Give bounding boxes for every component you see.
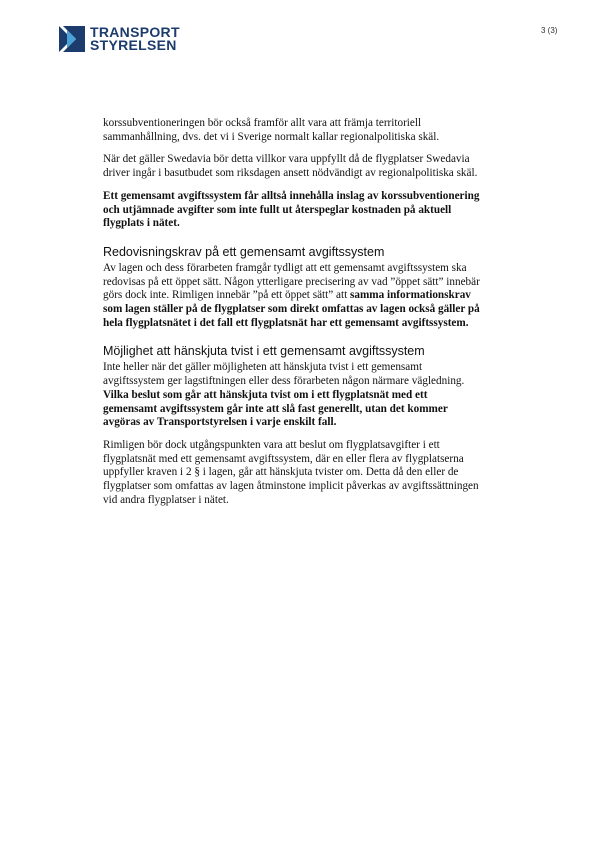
- logo-mark-icon: [59, 26, 85, 52]
- document-body: [103, 117, 483, 516]
- transportstyrelsen-logo: [59, 26, 180, 52]
- paragraph-1: korssubventioneringen bör också framför allt vara att främja territoriell sammanhållning, dvs. det vi i Sverige normalt kallar regionalpolitiska skäl.: [103, 117, 440, 143]
- paragraph-5-bold: Vilka beslut som går att hänskjuta tvist om i ett flygplatsnät med ett gemensamt avgiftssystem går inte att slå fast generellt, utan det kommer avgöras av Transportstyrelsen i varje enskilt fall.: [103, 388, 448, 429]
- paragraph-4-normal: Av lagen och dess förarbeten framgår tydligt att ett gemensamt avgiftssystem ska redovisas på ett öppet sätt. Någon ytterligare precisering av vad ”öppet sätt” innebär görs dock inte. Rimligen innebär ”på ett öppet sätt” att: [103, 261, 480, 302]
- paragraph-5-normal: Inte heller när det gäller möjligheten att hänskjuta tvist i ett gemensamt avgiftssystem ger lagstiftningen eller dess förarbeten någon närmare vägledning.: [103, 361, 465, 388]
- logo-line-1: TRANSPORT: [90, 24, 180, 40]
- paragraph-6: Rimligen bör dock utgångspunkten vara att beslut om flygplatsavgifter i ett flygplatsnät med ett gemensamt avgiftssystem, där en eller flera av flygplatserna uppfyller kraven i 2 § i lagen, går att hänskjuta tvister om. Detta då den eller de flygplatser som omfattas av lagen åtminstone implicit påverkas av avgiftssättningen vid andra flygplatser i nätet.: [103, 438, 479, 506]
- logo-text: [90, 26, 180, 52]
- page-number: 3 (3): [541, 26, 558, 35]
- heading-redovisningskrav: Redovisningskrav på ett gemensamt avgiftssystem: [103, 244, 385, 259]
- paragraph-4-bold: samma informationskrav som lagen ställer på de flygplatser som direkt omfattas av lagen också gäller på hela flygplatsnätet i det fall ett flygplatsnät har ett gemensamt avgiftssystem.: [103, 289, 480, 329]
- heading-tvist: Möjlighet att hänskjuta tvist i ett gemensamt avgiftssystem: [103, 344, 425, 359]
- logo-line-2: STYRELSEN: [90, 37, 177, 53]
- paragraph-2: När det gäller Swedavia bör detta villkor vara uppfyllt då de flygplatser Swedavia driver ingår i basutbudet som riksdagen ansett nödvändigt av regionalpolitiska skäl.: [103, 153, 478, 180]
- paragraph-3-conclusion: Ett gemensamt avgiftssystem får alltså innehålla inslag av korssubventionering och utjämnade avgifter som inte fullt ut återspeglar kostnaden på aktuell flygplats i nätet.: [103, 189, 480, 230]
- paragraph-4: [103, 262, 483, 331]
- paragraph-5: [103, 361, 483, 430]
